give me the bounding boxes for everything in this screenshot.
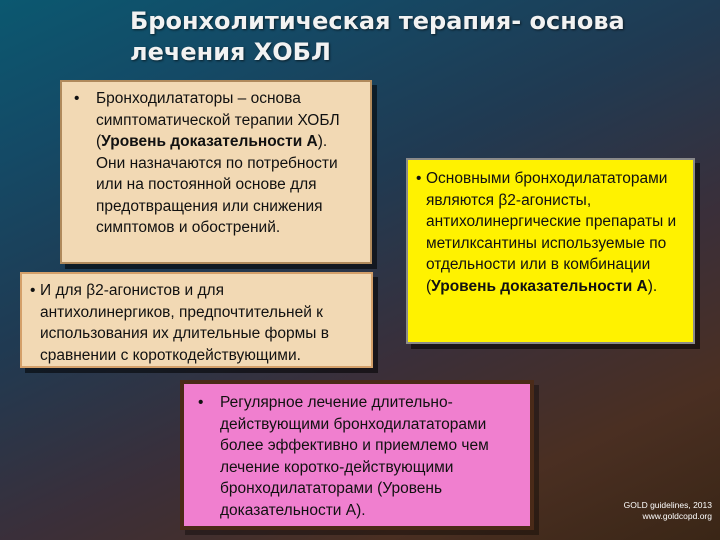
bronchodilators-basis-box bbox=[60, 80, 372, 264]
box1-text-after: ). Они назначаются по потребности или на постоянной основе для предотвращения или снижения симптомов и обострений. bbox=[96, 133, 338, 236]
bullet-mark: • bbox=[416, 170, 422, 187]
long-acting-preference-text: И для β2-агонистов и для антихолинергиков, предпочтительней к использования их длительные формы в сравнении с короткодействующими. bbox=[40, 282, 329, 364]
box3-evidence-level: Уровень доказательности А bbox=[431, 277, 648, 295]
box1-text-before: Бронходилататоры – основа симптоматической терапии ХОБЛ ( bbox=[96, 90, 340, 150]
credit-website: www.goldcopd.org bbox=[642, 511, 712, 521]
box3-text-before: Основными бронходилататорами являются β2-агонисты, антихолинергические препараты и метилксантины используемые по отдельности или в комбинации ( bbox=[426, 170, 677, 295]
regular-treatment-text: Регулярное лечение длительно-действующими бронходилататорами более эффективно и приемлемо чем лечение коротко-действующими бронходилататорами (Уровень доказательности А). bbox=[220, 394, 489, 519]
box1-evidence-level: Уровень доказательности А bbox=[101, 133, 318, 150]
long-acting-preference-box bbox=[20, 272, 373, 368]
regular-treatment-box bbox=[180, 380, 534, 530]
bullet-mark: • bbox=[30, 282, 36, 299]
main-bronchodilators-text bbox=[426, 168, 685, 297]
credit-guidelines: GOLD guidelines, 2013 bbox=[623, 500, 712, 510]
bronchodilators-basis-text bbox=[96, 88, 360, 239]
bullet-mark: • bbox=[74, 90, 80, 107]
main-bronchodilators-box bbox=[406, 158, 695, 344]
bullet-mark: • bbox=[198, 394, 204, 411]
slide-title: Бронхолитическая терапия- основа лечения ХОБЛ bbox=[130, 7, 625, 66]
box3-text-after: ). bbox=[647, 277, 658, 295]
source-credit bbox=[624, 500, 712, 522]
